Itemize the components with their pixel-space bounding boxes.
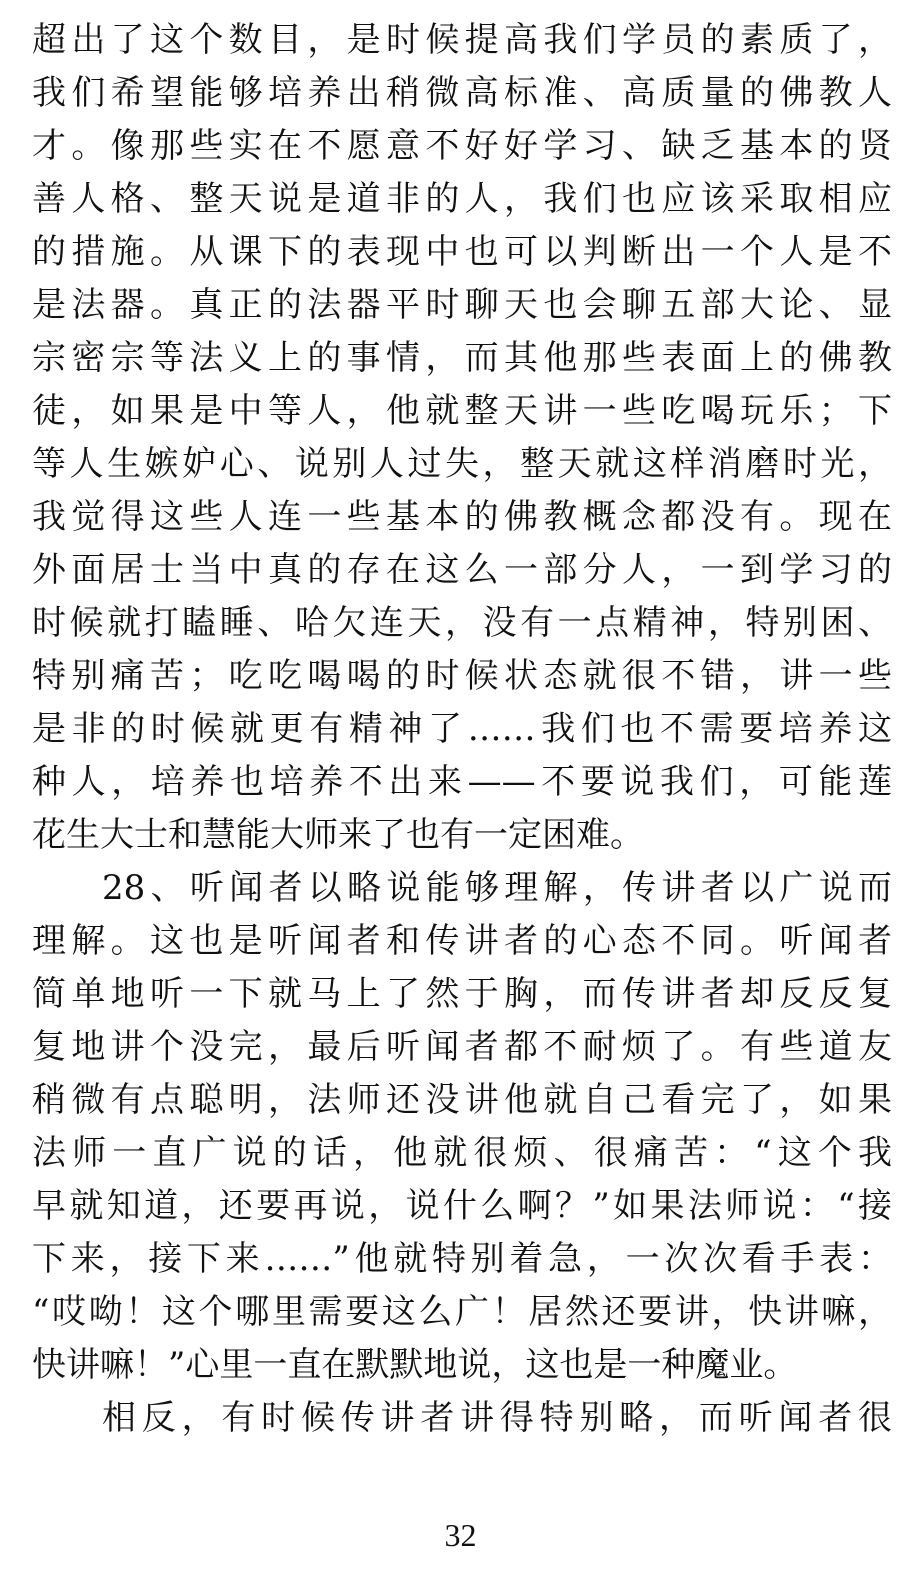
paragraph-start-line: 28、听闻者以略说能够理解，传讲者以广说而: [102, 868, 892, 908]
text-line: 时候就打瞌睡、哈欠连天，没有一点精神，特别困、: [32, 603, 892, 643]
text-line: 徒，如果是中等人，他就整天讲一些吃喝玩乐；下: [32, 391, 892, 431]
text-line: 我们希望能够培养出稍微高标准、高质量的佛教人: [32, 73, 892, 113]
text-line: 等人生嫉妒心、说别人过失，整天就这样消磨时光，: [32, 444, 892, 484]
text-line: 我觉得这些人连一些基本的佛教概念都没有。现在: [32, 497, 892, 537]
text-line: 的措施。从课下的表现中也可以判断出一个人是不: [32, 232, 892, 272]
paragraph-start-line: 相反，有时候传讲者讲得特别略，而听闻者很: [102, 1398, 892, 1438]
text-line: 种人，培养也培养不出来——不要说我们，可能莲: [32, 762, 892, 802]
text-line: 特别痛苦；吃吃喝喝的时候状态就很不错，讲一些: [32, 656, 892, 696]
paragraph-end-line: 快讲嘛！”心里一直在默默地说，这也是一种魔业。: [32, 1345, 798, 1385]
paragraph-end-line: 花生大士和慧能大师来了也有一定困难。: [32, 815, 644, 855]
text-line: “哎呦！这个哪里需要这么广！居然还要讲，快讲嘛，: [32, 1292, 892, 1332]
text-line: 宗密宗等法义上的事情，而其他那些表面上的佛教: [32, 338, 892, 378]
page-number: 32: [444, 1517, 477, 1553]
text-line: 简单地听一下就马上了然于胸，而传讲者却反反复: [32, 974, 892, 1014]
text-line: 早就知道，还要再说，说什么啊？”如果法师说：“接: [32, 1186, 892, 1226]
body-text: [32, 14, 892, 1445]
text-line: 善人格、整天说是道非的人，我们也应该采取相应: [32, 179, 892, 219]
text-line: 是法器。真正的法器平时聊天也会聊五部大论、显: [32, 285, 892, 325]
text-line: 下来，接下来……”他就特别着急，一次次看手表：: [32, 1239, 892, 1279]
text-line: 稍微有点聪明，法师还没讲他就自己看完了，如果: [32, 1080, 892, 1120]
text-line: 是非的时候就更有精神了……我们也不需要培养这: [32, 709, 892, 749]
text-line: 外面居士当中真的存在这么一部分人，一到学习的: [32, 550, 892, 590]
text-line: 法师一直广说的话，他就很烦、很痛苦：“这个我: [32, 1133, 892, 1173]
text-line: 才。像那些实在不愿意不好好学习、缺乏基本的贤: [32, 126, 892, 166]
text-line: 超出了这个数目，是时候提高我们学员的素质了，: [32, 20, 892, 60]
text-line: 复地讲个没完，最后听闻者都不耐烦了。有些道友: [32, 1027, 892, 1067]
text-line: 理解。这也是听闻者和传讲者的心态不同。听闻者: [32, 921, 892, 961]
